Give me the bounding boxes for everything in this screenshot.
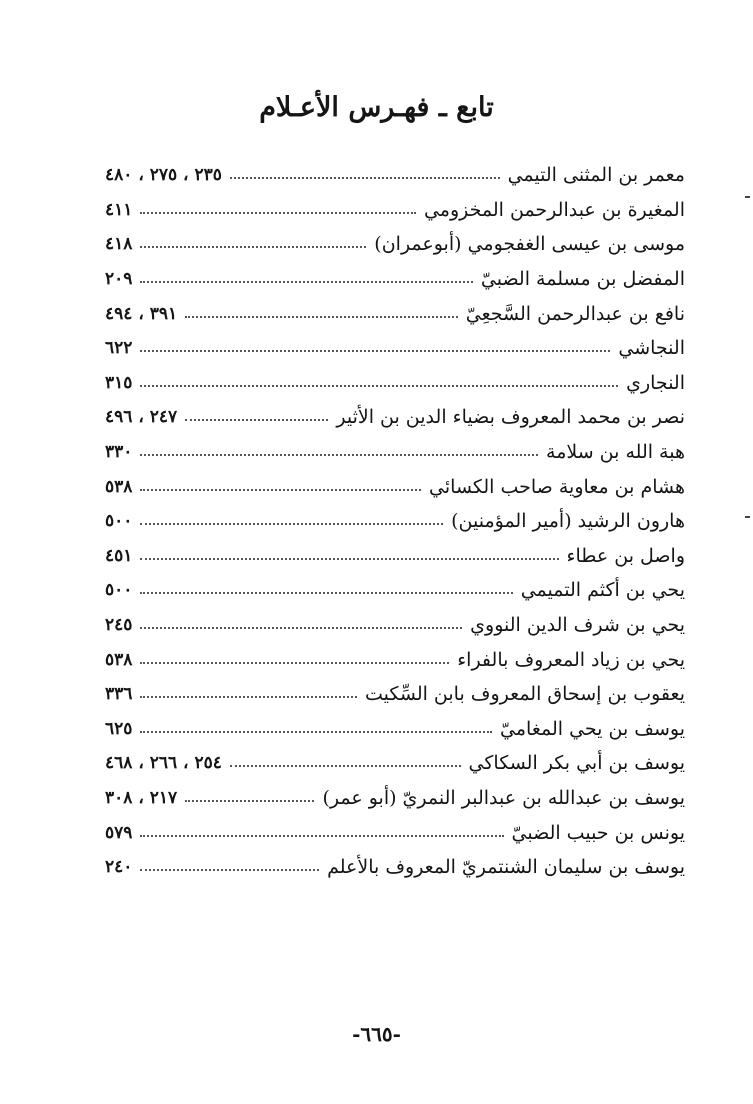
entry-page-numbers: ٥٣٨ [105, 476, 133, 497]
entry-page-numbers: ٥٧٩ [105, 822, 133, 843]
entry-page-numbers: ٦٢٢ [105, 338, 133, 359]
entry-name: هارون الرشيد (أمير المؤمنين) [451, 510, 685, 533]
dot-leader [140, 627, 462, 629]
entry-name: يوسف بن يحي المغاميّ [500, 717, 685, 740]
entry-name: نصر بن محمد المعروف بضياء الدين بن الأثير [336, 406, 685, 429]
entry-name: يحي بن زياد المعروف بالفراء [457, 648, 685, 671]
dot-leader [140, 454, 538, 456]
entry-name: يوسف بن أبي بكر السكاكي [468, 752, 685, 775]
entry-name: النجاري [626, 371, 685, 394]
entry-name: معمر بن المثنى التيمي [507, 164, 685, 187]
index-entry [105, 781, 685, 816]
index-entry [105, 400, 685, 435]
entry-name: موسى بن عيسى الغفجومي (أبوعمران) [374, 233, 685, 256]
dot-leader [230, 765, 461, 767]
dot-leader [185, 800, 314, 802]
dot-leader [140, 212, 416, 214]
entry-name: النجاشي [618, 337, 685, 360]
index-entry [105, 296, 685, 331]
index-entry [105, 227, 685, 262]
entry-page-numbers: ٢٤٥ [105, 615, 133, 636]
index-entry [105, 539, 685, 574]
dot-leader [185, 316, 458, 318]
entry-page-numbers: ٦٢٥ [105, 718, 133, 739]
entry-name: واصل بن عطاء [566, 544, 685, 567]
dot-leader [140, 731, 492, 733]
dot-leader [185, 419, 328, 421]
index-entry [105, 504, 685, 539]
dot-leader [140, 835, 503, 837]
edge-mark [745, 196, 750, 198]
index-entry [105, 158, 685, 193]
dot-leader [230, 177, 500, 179]
entry-name: يحي بن شرف الدين النووي [470, 614, 685, 637]
index-list [105, 158, 685, 884]
dot-leader [140, 869, 319, 871]
entry-name: المغيرة بن عبدالرحمن المخزومي [423, 198, 685, 221]
dot-leader [140, 558, 558, 560]
entry-page-numbers: ٣١٥ [105, 372, 133, 393]
entry-name: يوسف بن سليمان الشنتمريّ المعروف بالأعلم [327, 856, 685, 879]
entry-page-numbers: ٢٤٧ ، ٤٩٦ [105, 407, 178, 428]
entry-name: يعقوب بن إسحاق المعروف بابن السِّكيت [364, 683, 685, 706]
dot-leader [140, 350, 610, 352]
page-title: تابع ـ فهـرس الأعـلام [259, 92, 494, 123]
entry-page-numbers: ٤١١ [105, 199, 133, 220]
entry-name: يونس بن حبيب الضبيّ [511, 821, 685, 844]
index-entry [105, 366, 685, 401]
index-entry [105, 435, 685, 470]
entry-page-numbers: ٣٣٠ [105, 442, 133, 463]
dot-leader [140, 523, 443, 525]
entry-page-numbers: ٢٤٠ [105, 857, 133, 878]
entry-name: يوسف بن عبدالله بن عبدالبر النمريّ (أبو عمر) [322, 786, 685, 809]
entry-page-numbers: ٢٣٥ ، ٢٧٥ ، ٤٨٠ [105, 165, 222, 186]
index-entry [105, 746, 685, 781]
entry-name: المفضل بن مسلمة الضبيّ [480, 268, 685, 291]
dot-leader [140, 385, 618, 387]
entry-page-numbers: ٢١٧ ، ٣٠٨ [105, 787, 178, 808]
dot-leader [140, 592, 512, 594]
entry-page-numbers: ٤١٨ [105, 234, 133, 255]
index-entry [105, 815, 685, 850]
entry-page-numbers: ٥٠٠ [105, 511, 133, 532]
entry-page-numbers: ٤٥١ [105, 545, 133, 566]
entry-name: هبة الله بن سلامة [546, 441, 685, 464]
dot-leader [140, 281, 472, 283]
index-entry [105, 850, 685, 885]
index-entry [105, 469, 685, 504]
dot-leader [140, 246, 366, 248]
index-entry [105, 677, 685, 712]
entry-page-numbers: ٢٥٤ ، ٢٦٦ ، ٤٦٨ [105, 753, 222, 774]
dot-leader [140, 662, 449, 664]
index-entry [105, 642, 685, 677]
dot-leader [140, 696, 357, 698]
entry-page-numbers: ٥٠٠ [105, 580, 133, 601]
index-entry [105, 608, 685, 643]
entry-name: يحي بن أكثم التميمي [520, 579, 685, 602]
entry-name: هشام بن معاوية صاحب الكسائي [429, 475, 685, 498]
index-entry [105, 193, 685, 228]
dot-leader [140, 489, 421, 491]
entry-page-numbers: ٢٠٩ [105, 269, 133, 290]
edge-mark [745, 516, 750, 518]
entry-page-numbers: ٥٣٨ [105, 649, 133, 670]
entry-page-numbers: ٣٩١ ، ٤٩٤ [105, 303, 178, 324]
page-number: -٦٦٥- [352, 1022, 401, 1046]
index-entry [105, 712, 685, 747]
index-entry [105, 331, 685, 366]
index-entry [105, 262, 685, 297]
entry-name: نافع بن عبدالرحمن السَّجعِيّ [465, 302, 685, 325]
entry-page-numbers: ٣٣٦ [105, 684, 133, 705]
index-entry [105, 573, 685, 608]
